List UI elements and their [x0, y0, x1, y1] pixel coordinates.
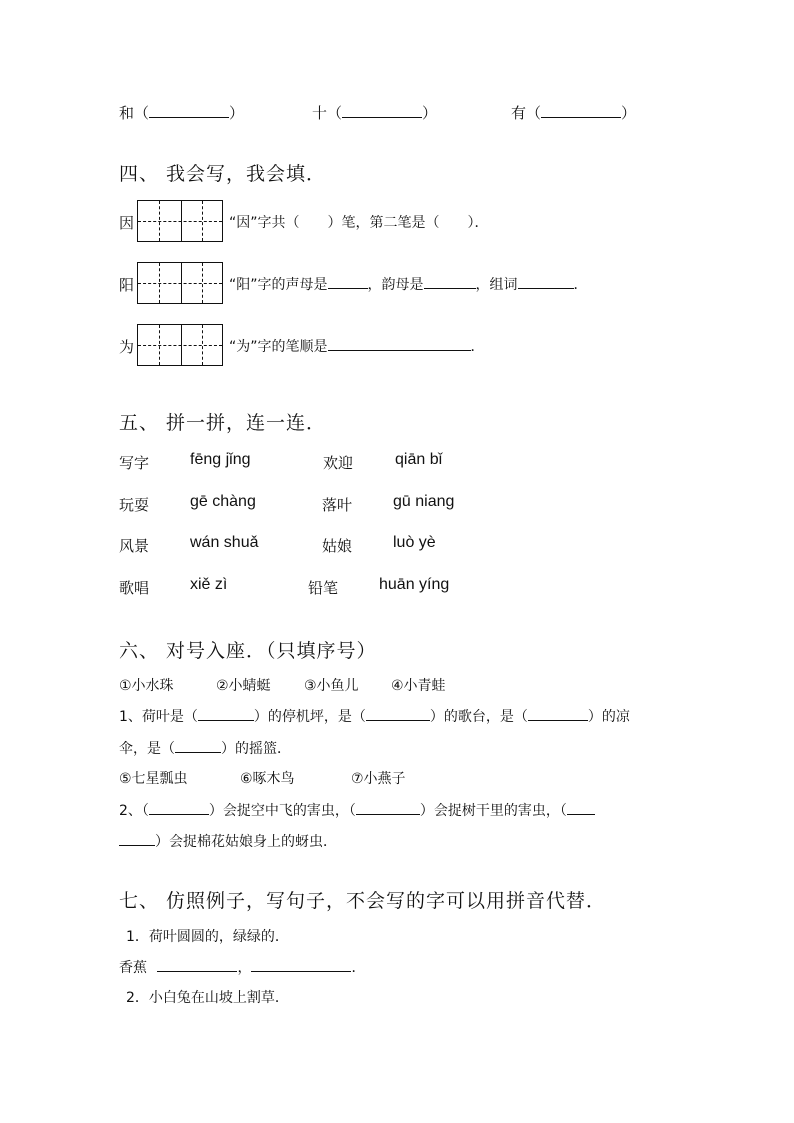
answer-blank[interactable]	[356, 800, 420, 815]
option: ②小蜻蜓	[216, 678, 271, 694]
word-right[interactable]: 铅笔	[308, 579, 339, 597]
answer-blank[interactable]	[424, 274, 476, 289]
question-1-line-2: 伞，是（ ）的摇篮．	[119, 738, 291, 758]
answer-blank[interactable]	[518, 274, 574, 289]
option: ⑦小燕子	[351, 771, 406, 787]
section-6-title: 六、 对号入座．（只填序号）	[119, 640, 377, 662]
question-2-line-1: 2、（ ）会捉空中飞的害虫，（ ）会捉树干里的害虫，（	[119, 800, 595, 820]
writing-grid-yin[interactable]	[137, 200, 223, 242]
char-yin: 因	[119, 214, 135, 232]
pinyin-left[interactable]: wán shuǎ	[190, 534, 259, 551]
answer-blank[interactable]	[251, 957, 351, 972]
answer-blank[interactable]	[567, 800, 595, 815]
char-wei: 为	[119, 338, 135, 356]
answer-blank[interactable]	[149, 103, 229, 118]
answer-line-banana: 香蕉 ， ．	[119, 957, 365, 977]
section-4-title: 四、 我会写，我会填．	[119, 163, 327, 185]
word-right[interactable]: 落叶	[322, 496, 353, 514]
section-7-title: 七、 仿照例子，写句子，不会写的字可以用拼音代替．	[119, 890, 607, 912]
label-shi: 十（	[312, 104, 343, 122]
question-1-line-1: 1、荷叶是（ ）的停机坪，是（ ）的歌台，是（ ）的凉	[119, 706, 630, 726]
answer-blank[interactable]	[528, 706, 588, 721]
fill-row-top-2: 十（ ）	[312, 104, 438, 122]
answer-blank[interactable]	[119, 831, 155, 846]
pinyin-left[interactable]: fēng jǐng	[190, 451, 251, 468]
label-you: 有（	[511, 104, 542, 122]
fill-row-top-3: 有（ ）	[511, 104, 637, 122]
word-left[interactable]: 写字	[119, 454, 150, 472]
pinyin-right[interactable]: huān yíng	[379, 576, 450, 593]
word-left[interactable]: 风景	[119, 537, 150, 555]
section-5-title: 五、 拼一拼，连一连．	[119, 412, 327, 434]
example-sentence-1: 1．荷叶圆圆的，绿绿的．	[126, 929, 289, 945]
option: ③小鱼儿	[304, 678, 359, 694]
answer-blank[interactable]	[342, 103, 422, 118]
option: ⑤七星瓢虫	[119, 771, 188, 787]
answer-blank[interactable]	[541, 103, 621, 118]
pinyin-right[interactable]: luò yè	[393, 534, 436, 551]
option: ⑥啄木鸟	[240, 771, 295, 787]
question-yin: “因”字共（ ）笔，第二笔是（ ）．	[229, 215, 489, 231]
pinyin-left[interactable]: xiě zì	[190, 576, 228, 593]
char-yang: 阳	[119, 276, 135, 294]
fill-row-top-1: 和（ ）	[119, 104, 245, 122]
answer-blank[interactable]	[366, 706, 430, 721]
word-right[interactable]: 欢迎	[323, 454, 354, 472]
word-left[interactable]: 歌唱	[119, 579, 150, 597]
question-wei: “为”字的笔顺是 ．	[229, 336, 485, 356]
writing-grid-wei[interactable]	[137, 324, 223, 366]
answer-blank[interactable]	[175, 738, 221, 753]
answer-blank[interactable]	[328, 274, 368, 289]
option: ①小水珠	[119, 678, 174, 694]
option: ④小青蛙	[391, 678, 446, 694]
answer-blank[interactable]	[149, 800, 209, 815]
word-right[interactable]: 姑娘	[322, 537, 353, 555]
answer-blank[interactable]	[157, 957, 237, 972]
example-sentence-2: 2．小白兔在山坡上割草．	[126, 990, 289, 1006]
pinyin-left[interactable]: gē chàng	[190, 493, 256, 510]
writing-grid-yang[interactable]	[137, 262, 223, 304]
pinyin-right[interactable]: gū niang	[393, 493, 455, 510]
label-he: 和（	[119, 104, 150, 122]
answer-blank[interactable]	[198, 706, 254, 721]
question-2-line-2: ）会捉棉花姑娘身上的蚜虫．	[119, 831, 337, 851]
question-yang: “阳”字的声母是 ，韵母是 ，组词 ．	[229, 274, 588, 294]
pinyin-right[interactable]: qiān bǐ	[395, 451, 443, 468]
word-left[interactable]: 玩耍	[119, 496, 150, 514]
answer-blank[interactable]	[328, 336, 471, 351]
